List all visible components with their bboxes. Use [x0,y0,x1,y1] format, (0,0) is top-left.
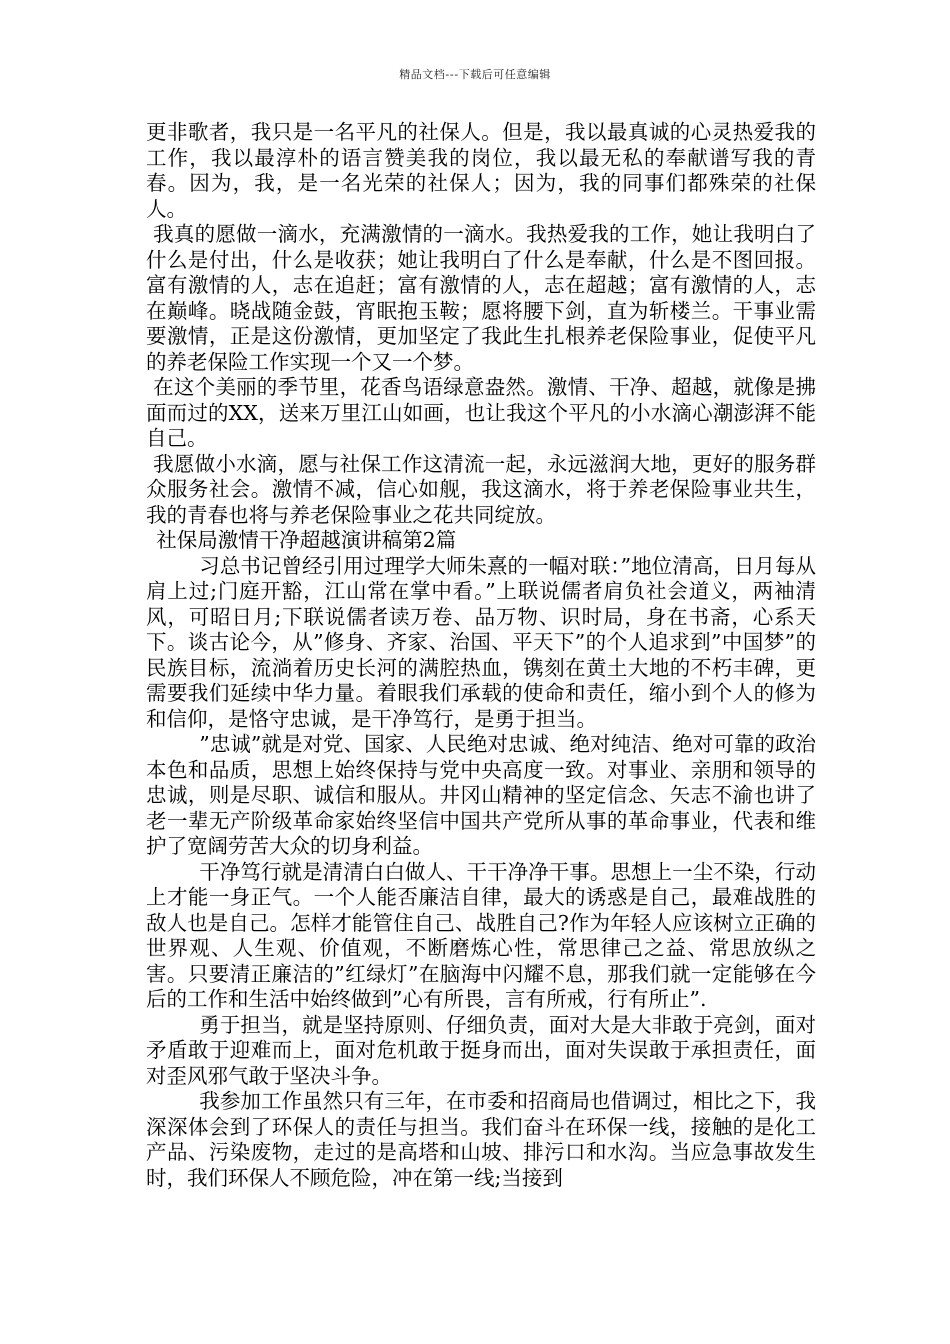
paragraph: 干净笃行就是清清白白做人、干干净净干事。思想上一尘不染，行动上才能一身正气。一个人能否廉洁自律，最大的诱惑是自己，最难战胜的敌人也是自己。怎样才能管住自己、战胜自己?作为年轻人应该树立正确的世界观、人生观、价值观，不断磨炼心性，常思律己之益、常思放纵之害。只要清正廉洁的”红绿灯”在脑海中闪耀不息，那我们就一定能够在今后的工作和生活中始终做到”心有所畏，言有所戒，行有所止”. [146,859,816,1011]
paragraph: 习总书记曾经引用过理学大师朱熹的一幅对联：”地位清高，日月每从肩上过;门庭开豁，江山常在掌中看。”上联说儒者肩负社会道义，两袖清风，可昭日月;下联说儒者读万卷、品万物、识时局，身在书斋，心系天下。谈古论今，从”修身、齐家、治国、平天下”的个人追求到”中国梦”的民族目标，流淌着历史长河的满腔热血，镌刻在黄土大地的不朽丰碑，更需要我们延续中华力量。着眼我们承载的使命和责任，缩小到个人的修为和信仰，是恪守忠诚，是干净笃行，是勇于担当。 [146,553,816,731]
paragraph: ”忠诚”就是对党、国家、人民绝对忠诚、绝对纯洁、绝对可靠的政治本色和品质，思想上始终保持与党中央高度一致。对事业、亲朋和领导的忠诚，则是尽职、诚信和服从。井冈山精神的坚定信念、矢志不渝也讲了老一辈无产阶级革命家始终坚信中国共产党所从事的革命事业，代表和维护了宽阔劳苦大众的切身利益。 [146,732,816,858]
paragraph: 勇于担当，就是坚持原则、仔细负责，面对大是大非敢于亮剑，面对矛盾敢于迎难而上，面对危机敢于挺身而出，面对失误敢于承担责任，面对歪风邪气敢于坚决斗争。 [146,1012,816,1088]
paragraph: 在这个美丽的季节里，花香鸟语绿意盎然。激情、干净、超越，就像是拂面而过的XX，送来万里江山如画，也让我这个平凡的小水滴心潮澎湃不能自己。 [146,375,816,450]
page-header: 精品文档---下载后可任意编辑 [399,68,551,81]
paragraph: 更非歌者，我只是一名平凡的社保人。但是，我以最真诚的心灵热爱我的工作，我以最淳朴的语言赞美我的岗位，我以最无私的奉献谱写我的青春。因为，我，是一名光荣的社保人；因为，我的同事们都殊荣的社保人。 [146,120,816,221]
paragraph: 我参加工作虽然只有三年，在市委和招商局也借调过，相比之下，我深深体会到了环保人的责任与担当。我们奋斗在环保一线，接触的是化工产品、污染废物，走过的是高塔和山坡、排污口和水沟。当应急事故发生时，我们环保人不顾危险，冲在第一线;当接到 [146,1089,816,1190]
document-body [146,120,816,1191]
section-title: 社保局激情干净超越演讲稿第2篇 [156,528,457,552]
paragraph: 我愿做小水滴，愿与社保工作这清流一起，永远滋润大地，更好的服务群众服务社会。激情不减，信心如舰，我这滴水，将于养老保险事业共生，我的青春也将与养老保险事业之花共同绽放。 [146,451,816,527]
paragraph: 我真的愿做一滴水，充满激情的一滴水。我热爱我的工作，她让我明白了什么是付出，什么是收获；她让我明白了什么是奉献，什么是不图回报。富有激情的人，志在追赶；富有激情的人，志在超越；富有激情的人，志在巅峰。晓战随金鼓，宵眠抱玉鞍；愿将腰下剑，直为斩楼兰。干事业需要激情，正是这份激情，更加坚定了我此生扎根养老保险事业，促使平凡的养老保险工作实现一个又一个梦。 [146,222,816,374]
